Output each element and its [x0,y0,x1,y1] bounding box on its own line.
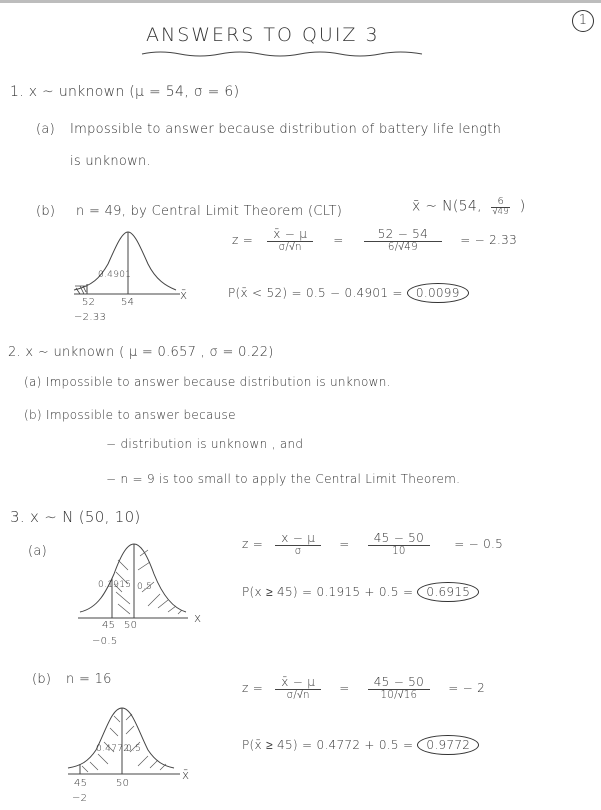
q3b-probability: P(x̄ ≥ 45) = 0.4772 + 0.5 = 0.9772 [242,738,479,752]
q3b-z-equation: z = $\frac{x̄ - \mu}{\sigma/√n}$ = $\frac{45 - 50}{10/√16}$ = − 2 [242,675,486,702]
q1-tick-54: 54 [121,297,135,308]
q3a-probability: P(x ≥ 45) = 0.1915 + 0.5 = 0.6915 [242,585,479,599]
scan-edge [0,0,601,3]
q3a-area-right: 0.5 [137,582,153,592]
q1a-text-line2: is unknown. [70,154,152,169]
q3b-answer-circled: 0.9772 [417,735,479,755]
sigma-over-sqrt-n: $\frac{6}{√49}$ [492,196,509,217]
q1b-text: n = 49, by Central Limit Theorem (CLT) [76,204,343,219]
q3a-label: (a) [28,544,48,559]
q3b-label: (b) [32,672,52,687]
q1-z-equation: z = $\frac{x̄ - \mu}{\sigma/√n}$ = $\frac{52 - 54}{6/√49}$ = − 2.33 [232,227,518,254]
q3a-z-value: −0.5 [92,636,118,647]
q1a-text-line1: Impossible to answer because distribution of battery life length [70,122,502,137]
page-number-badge: 1 [572,10,594,32]
q3a-tick-50: 50 [124,620,138,631]
q3b-axis-label: x̄ [182,768,190,782]
title-underline [140,50,425,58]
q2b-text: (b) Impossible to answer because [24,408,236,422]
q3b-tick-50: 50 [116,778,130,789]
q3a-area-left: 0.1915 [98,580,132,590]
q1-z-value: −2.33 [74,312,107,323]
page-title: ANSWERS TO QUIZ 3 [146,24,380,46]
q1b-label: (b) [36,204,56,219]
q1-axis-label: x̄ [180,288,188,302]
q1-header: 1. x ~ unknown (μ = 54, σ = 6) [10,84,240,100]
q3b-normal-curve [68,706,188,778]
q2-header: 2. x ~ unknown ( μ = 0.657 , σ = 0.22) [8,345,274,360]
q2a-text: (a) Impossible to answer because distribution is unknown. [24,375,391,389]
q1a-label: (a) [36,122,56,137]
q3b-text: n = 16 [66,672,112,687]
q3b-tick-45: 45 [74,778,88,789]
q3b-z-value: −2 [72,793,88,804]
q2b-bullet-1: − distribution is unknown , and [106,437,304,451]
q3a-axis-label: x [194,611,202,625]
q3a-tick-45: 45 [102,620,116,631]
q1b-sampling-dist: x̄ ~ N(54, $\frac{6}{√49}$ ) [412,196,526,217]
q3a-answer-circled: 0.6915 [417,582,479,602]
q3b-area-left: 0.4772 [96,744,130,754]
q3a-z-equation: z = $\frac{x - \mu}{\sigma}$ = $\frac{45 - 50}{10}$ = − 0.5 [242,531,504,558]
q3b-area-right: 0.5 [126,744,142,754]
q3-header: 3. x ~ N (50, 10) [10,508,141,526]
q1-tick-52: 52 [82,297,96,308]
q1-answer-circled: 0.0099 [407,283,469,303]
q2b-bullet-2: − n = 9 is too small to apply the Central Limit Theorem. [106,472,461,486]
q1-area-label: 0.4901 [98,270,132,280]
q1-probability: P(x̄ < 52) = 0.5 − 0.4901 = 0.0099 [228,286,469,300]
q1-normal-curve [72,228,192,300]
